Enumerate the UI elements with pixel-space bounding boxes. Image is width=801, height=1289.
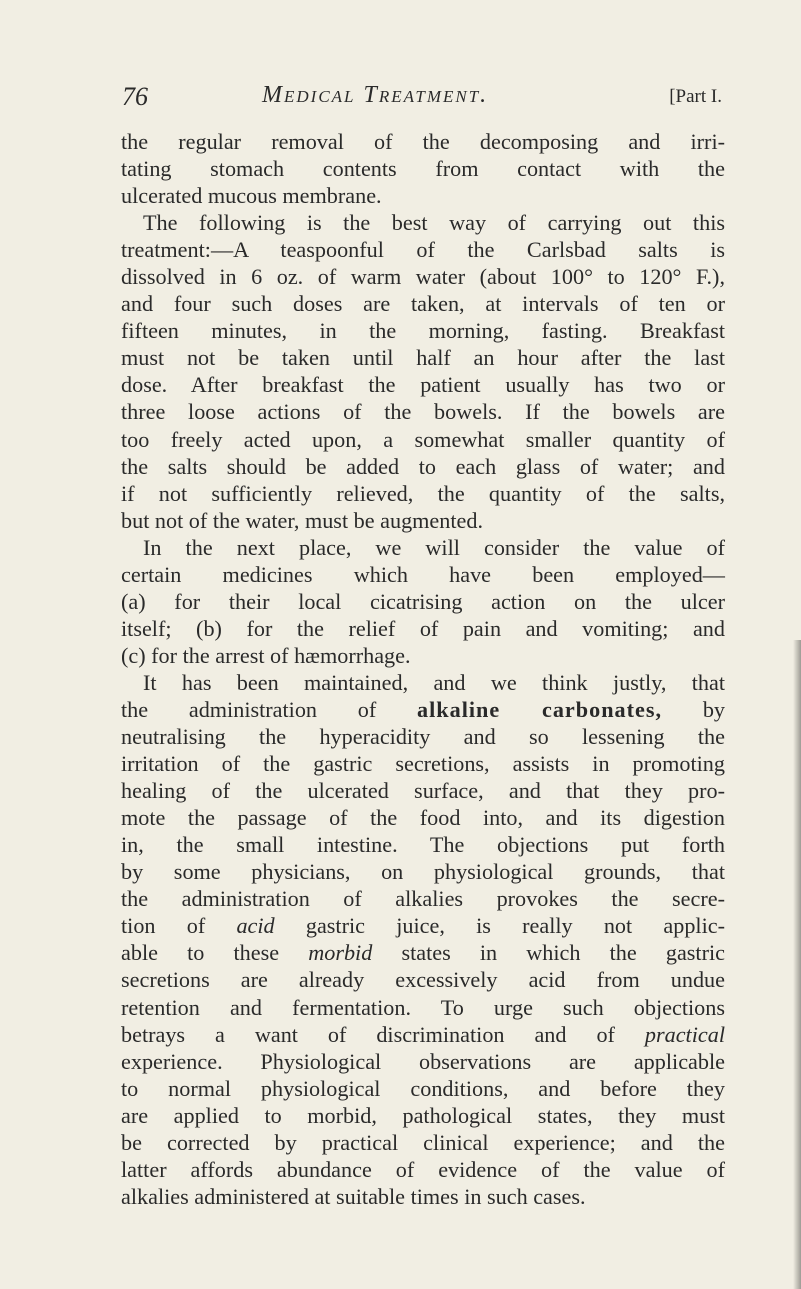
text-line [121, 912, 725, 939]
text-segment: by [662, 696, 725, 722]
text-line: be corrected by practical clinical experience; and the [121, 1129, 725, 1155]
text-line: must not be taken until half an hour after the last [121, 345, 725, 371]
text-segment: betrays a want of discrimination and of [121, 1021, 645, 1047]
text-line: tating stomach contents from contact with the [121, 156, 725, 182]
text-line: It has been maintained, and we think justly, that [143, 669, 725, 695]
text-line: three loose actions of the bowels. If the bowels are [121, 399, 725, 425]
text-line: in, the small intestine. The objections put forth [121, 832, 725, 858]
text-line: (c) for the arrest of hæmorrhage. [121, 642, 411, 668]
running-head: Medical Treatment. [262, 82, 489, 108]
page-edge-shadow [793, 640, 801, 1289]
text-line: dissolved in 6 oz. of warm water (about 100° to 120° F.), [121, 264, 725, 290]
text-line: experience. Physiological observations are applicable [121, 1048, 725, 1074]
page-header [122, 82, 722, 116]
part-label: [Part I. [669, 86, 722, 107]
text-line: The following is the best way of carrying out this [143, 210, 725, 236]
page-number: 76 [122, 82, 148, 111]
text-line: but not of the water, must be augmented. [121, 507, 484, 533]
text-segment: states in which the gastric [372, 940, 725, 966]
text-segment: tion of [121, 913, 237, 939]
text-line [121, 939, 725, 966]
text-line: to normal physiological conditions, and before they [121, 1075, 725, 1101]
text-segment: able to these [121, 940, 309, 966]
text-line: irritation of the gastric secretions, assists in promoting [121, 751, 725, 777]
text-segment: gastric juice, is really not applic- [274, 913, 725, 939]
text-line: dose. After breakfast the patient usually has two or [121, 372, 725, 398]
text-line: treatment:—A teaspoonful of the Carlsbad salts is [121, 237, 725, 263]
text-line: secretions are already excessively acid from undue [121, 967, 725, 993]
text-line: (a) for their local cicatrising action on the ulcer [121, 588, 725, 614]
text-line [121, 1021, 725, 1048]
text-line: the regular removal of the decomposing and irri- [121, 129, 725, 154]
italic-term: acid [236, 913, 275, 939]
text-line: are applied to morbid, pathological states, they must [121, 1102, 725, 1128]
text-line: healing of the ulcerated surface, and that they pro- [121, 778, 725, 804]
text-line [121, 696, 725, 723]
text-line: fifteen minutes, in the morning, fasting. Breakfast [121, 318, 725, 344]
text-line: alkalies administered at suitable times in such cases. [121, 1183, 586, 1209]
text-line: latter affords abundance of evidence of the value of [121, 1156, 725, 1182]
text-line: itself; (b) for the relief of pain and vomiting; and [121, 615, 725, 641]
text-line: and four such doses are taken, at intervals of ten or [121, 291, 725, 317]
text-line: ulcerated mucous membrane. [121, 183, 382, 209]
text-line: mote the passage of the food into, and its digestion [121, 805, 725, 831]
text-line: the administration of alkalies provokes the secre- [121, 886, 725, 912]
italic-term: practical [644, 1021, 725, 1047]
text-line: the salts should be added to each glass of water; and [121, 453, 725, 479]
text-line: too freely acted upon, a somewhat smaller quantity of [121, 426, 725, 452]
text-line: retention and fermentation. To urge such objections [121, 994, 725, 1020]
text-line: neutralising the hyperacidity and so lessening the [121, 724, 725, 750]
emphasized-term: alkaline carbonates, [417, 696, 663, 722]
text-line: certain medicines which have been employed— [121, 561, 725, 587]
text-segment: the administration of [121, 696, 418, 722]
text-line: by some physicians, on physiological grounds, that [121, 859, 725, 885]
text-line: if not sufficiently relieved, the quantity of the salts, [121, 480, 725, 506]
body-text [121, 128, 725, 1210]
italic-term: morbid [308, 940, 373, 966]
text-line: In the next place, we will consider the value of [143, 534, 725, 560]
